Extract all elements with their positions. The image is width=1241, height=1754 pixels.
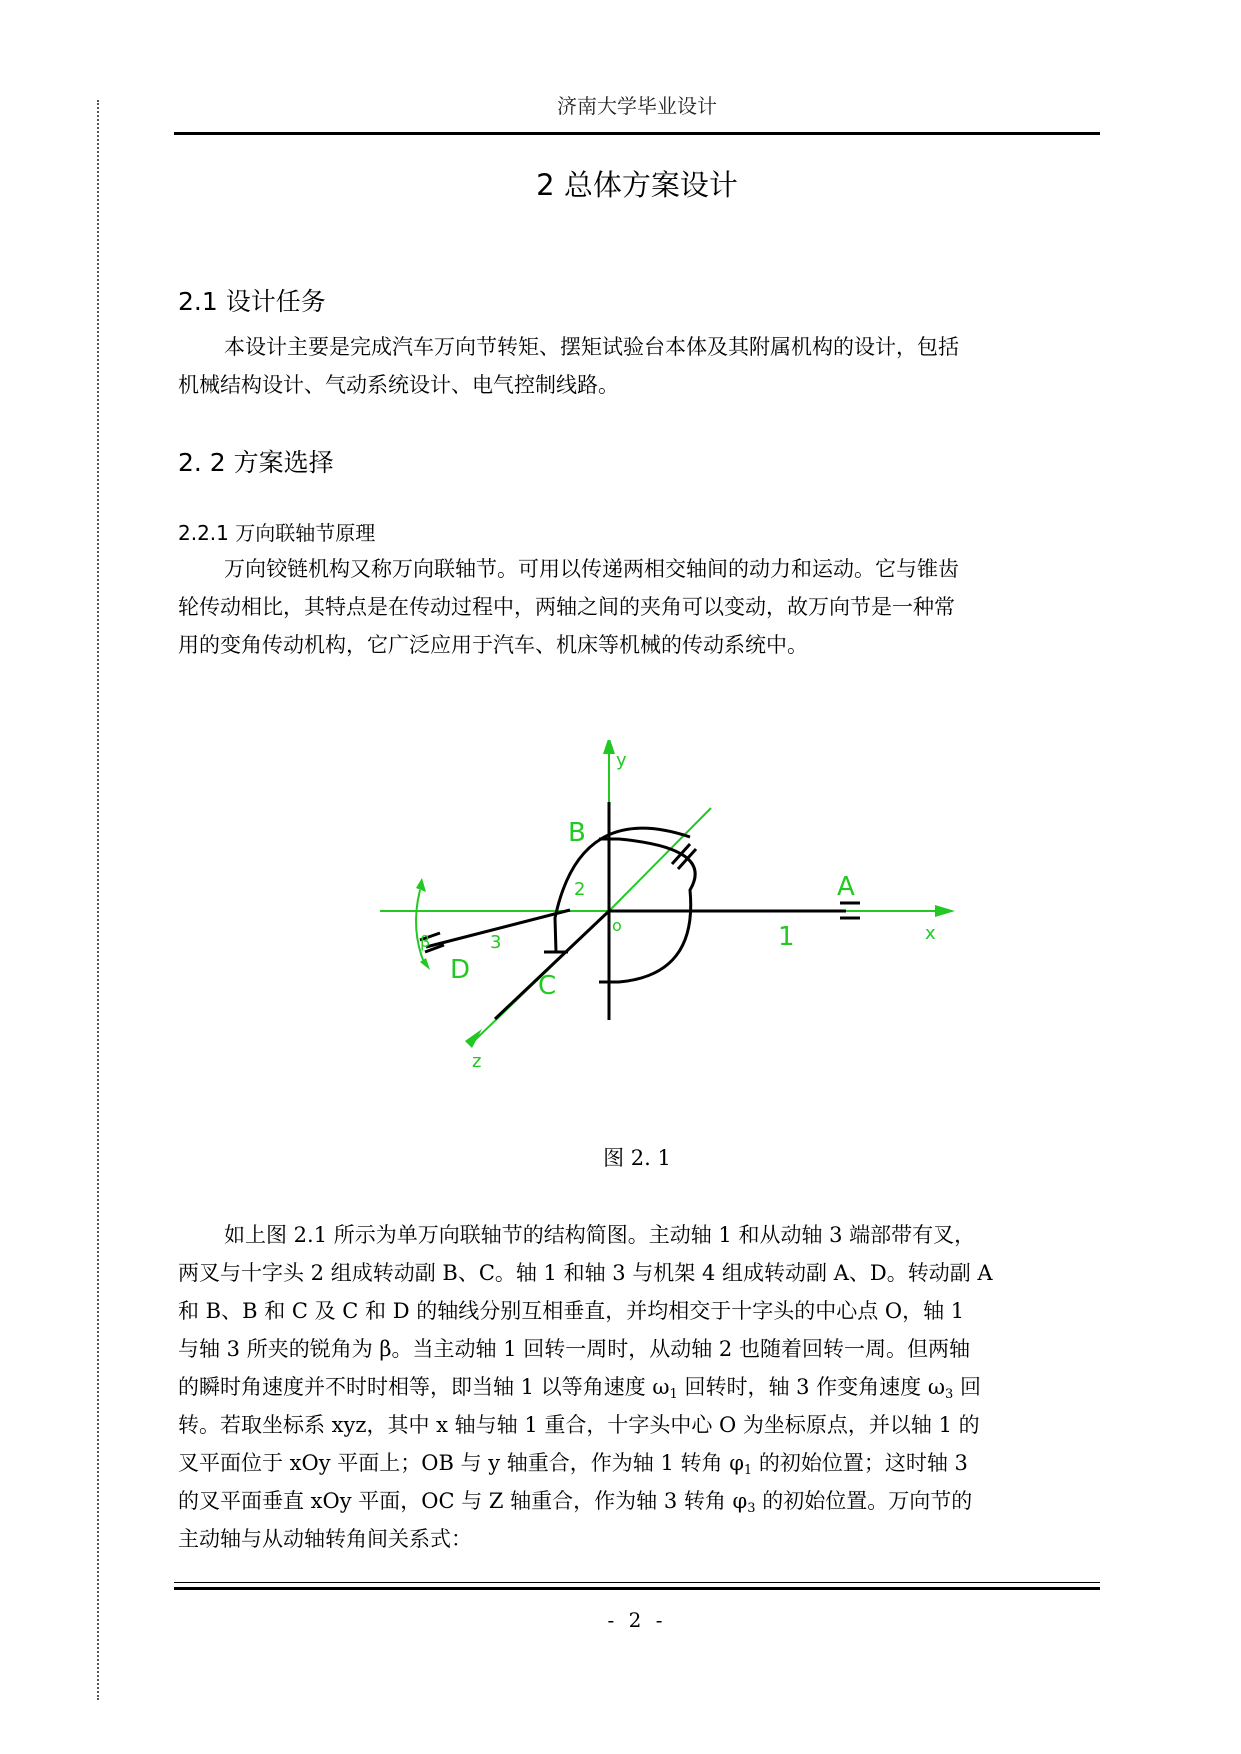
shaft-z-black bbox=[495, 911, 609, 1019]
paragraph-line: 机械结构设计、气动系统设计、电气控制线路。 bbox=[178, 373, 619, 397]
paragraph-line bbox=[178, 1368, 1099, 1406]
section-heading-2-2: 2. 2 方案选择 bbox=[178, 448, 334, 477]
diagonal-green-line bbox=[609, 808, 711, 911]
header-rule bbox=[174, 132, 1100, 135]
paragraph-line: 转。若取坐标系 xyz，其中 x 轴与轴 1 重合，十字头中心 O 为坐标原点，并以轴 1 的 bbox=[178, 1413, 980, 1437]
label-cross-2: 2 bbox=[574, 879, 586, 900]
text-run: 的叉平面垂直 xOy 平面，OC 与 Z 轴重合，作为轴 3 转角 φ bbox=[178, 1489, 748, 1513]
section-heading-2-1: 2.1 设计任务 bbox=[178, 287, 326, 316]
beta-arc-arrow-bottom bbox=[420, 958, 430, 970]
label-b: B bbox=[568, 818, 586, 848]
chapter-title: 2 总体方案设计 bbox=[536, 168, 738, 202]
paragraph-line: 和 B、B 和 C 及 C 和 D 的轴线分别互相垂直，并均相交于十字头的中心点 O，轴 1 bbox=[178, 1299, 965, 1323]
subscript: 3 bbox=[747, 1501, 756, 1516]
text-run: 回转时，轴 3 作变角速度 ω bbox=[677, 1375, 945, 1399]
page-number: - 2 - bbox=[607, 1608, 667, 1632]
paragraph-line: 轮传动相比，其特点是在传动过程中，两轴之间的夹角可以变动，故万向节是一种常 bbox=[178, 595, 955, 619]
label-beta: β bbox=[420, 932, 431, 951]
beta-angle-arc bbox=[416, 890, 425, 965]
binding-margin-line bbox=[97, 100, 99, 1700]
section-heading-2-2-1: 2.2.1 万向联轴节原理 bbox=[178, 521, 376, 545]
z-axis-label: z bbox=[472, 1051, 482, 1072]
z-axis-arrow bbox=[465, 1029, 482, 1048]
paragraph-line: 用的变角传动机构，它广泛应用于汽车、机床等机械的传动系统中。 bbox=[178, 633, 808, 657]
text-run: 的初始位置。万向节的 bbox=[755, 1489, 973, 1513]
paragraph-line: 与轴 3 所夹的锐角为 β。当主动轴 1 回转一周时，从动轴 2 也随着回转一周。但两轴 bbox=[178, 1337, 970, 1361]
text-run: 的瞬时角速度并不时时相等，即当轴 1 以等角速度 ω bbox=[178, 1375, 670, 1399]
footer-rule-thin bbox=[174, 1582, 1100, 1583]
paragraph-line bbox=[178, 1444, 1099, 1482]
label-c: C bbox=[538, 971, 557, 1001]
text-run: 回 bbox=[953, 1375, 981, 1399]
beta-arc-arrow-top bbox=[416, 878, 426, 892]
paragraph-line bbox=[178, 1482, 1099, 1520]
figure-caption: 图 2. 1 bbox=[603, 1146, 671, 1170]
subscript: 1 bbox=[743, 1463, 753, 1478]
fork-upper-mark-a bbox=[672, 844, 690, 864]
y-axis-arrow bbox=[603, 740, 615, 754]
y-axis-label: y bbox=[616, 750, 627, 771]
section-2-1-paragraph bbox=[178, 328, 1099, 404]
paragraph-line: 本设计主要是完成汽车万向节转矩、摆矩试验台本体及其附属机构的设计，包括 bbox=[224, 335, 959, 359]
universal-joint-diagram bbox=[380, 740, 960, 1090]
paragraph-line: 如上图 2.1 所示为单万向联轴节的结构简图。主动轴 1 和从动轴 3 端部带有叉， bbox=[224, 1223, 976, 1247]
subscript: 3 bbox=[944, 1387, 954, 1402]
label-a: A bbox=[837, 872, 855, 902]
label-shaft-3: 3 bbox=[490, 932, 502, 953]
text-run: 的初始位置；这时轴 3 bbox=[752, 1451, 968, 1475]
running-header: 济南大学毕业设计 bbox=[557, 94, 717, 118]
x-axis-arrow bbox=[935, 905, 955, 917]
label-shaft-1: 1 bbox=[778, 922, 795, 952]
label-d: D bbox=[450, 955, 471, 985]
description-paragraph bbox=[178, 1216, 1099, 1558]
section-2-2-1-paragraph bbox=[178, 550, 1099, 664]
paragraph-line: 主动轴与从动轴转角间关系式： bbox=[178, 1527, 472, 1551]
x-axis-label: x bbox=[925, 923, 936, 944]
text-run: 叉平面位于 xOy 平面上；OB 与 y 轴重合，作为轴 1 转角 φ bbox=[178, 1451, 744, 1475]
paragraph-line: 两叉与十字头 2 组成转动副 B、C。轴 1 和轴 3 与机架 4 组成转动副 A、D。转动副 A bbox=[178, 1261, 993, 1285]
footer-rule-thick bbox=[174, 1587, 1100, 1590]
label-origin: o bbox=[612, 916, 622, 935]
subscript: 1 bbox=[669, 1387, 678, 1402]
paragraph-line: 万向铰链机构又称万向联轴节。可用以传递两相交轴间的动力和运动。它与锥齿 bbox=[224, 557, 959, 581]
